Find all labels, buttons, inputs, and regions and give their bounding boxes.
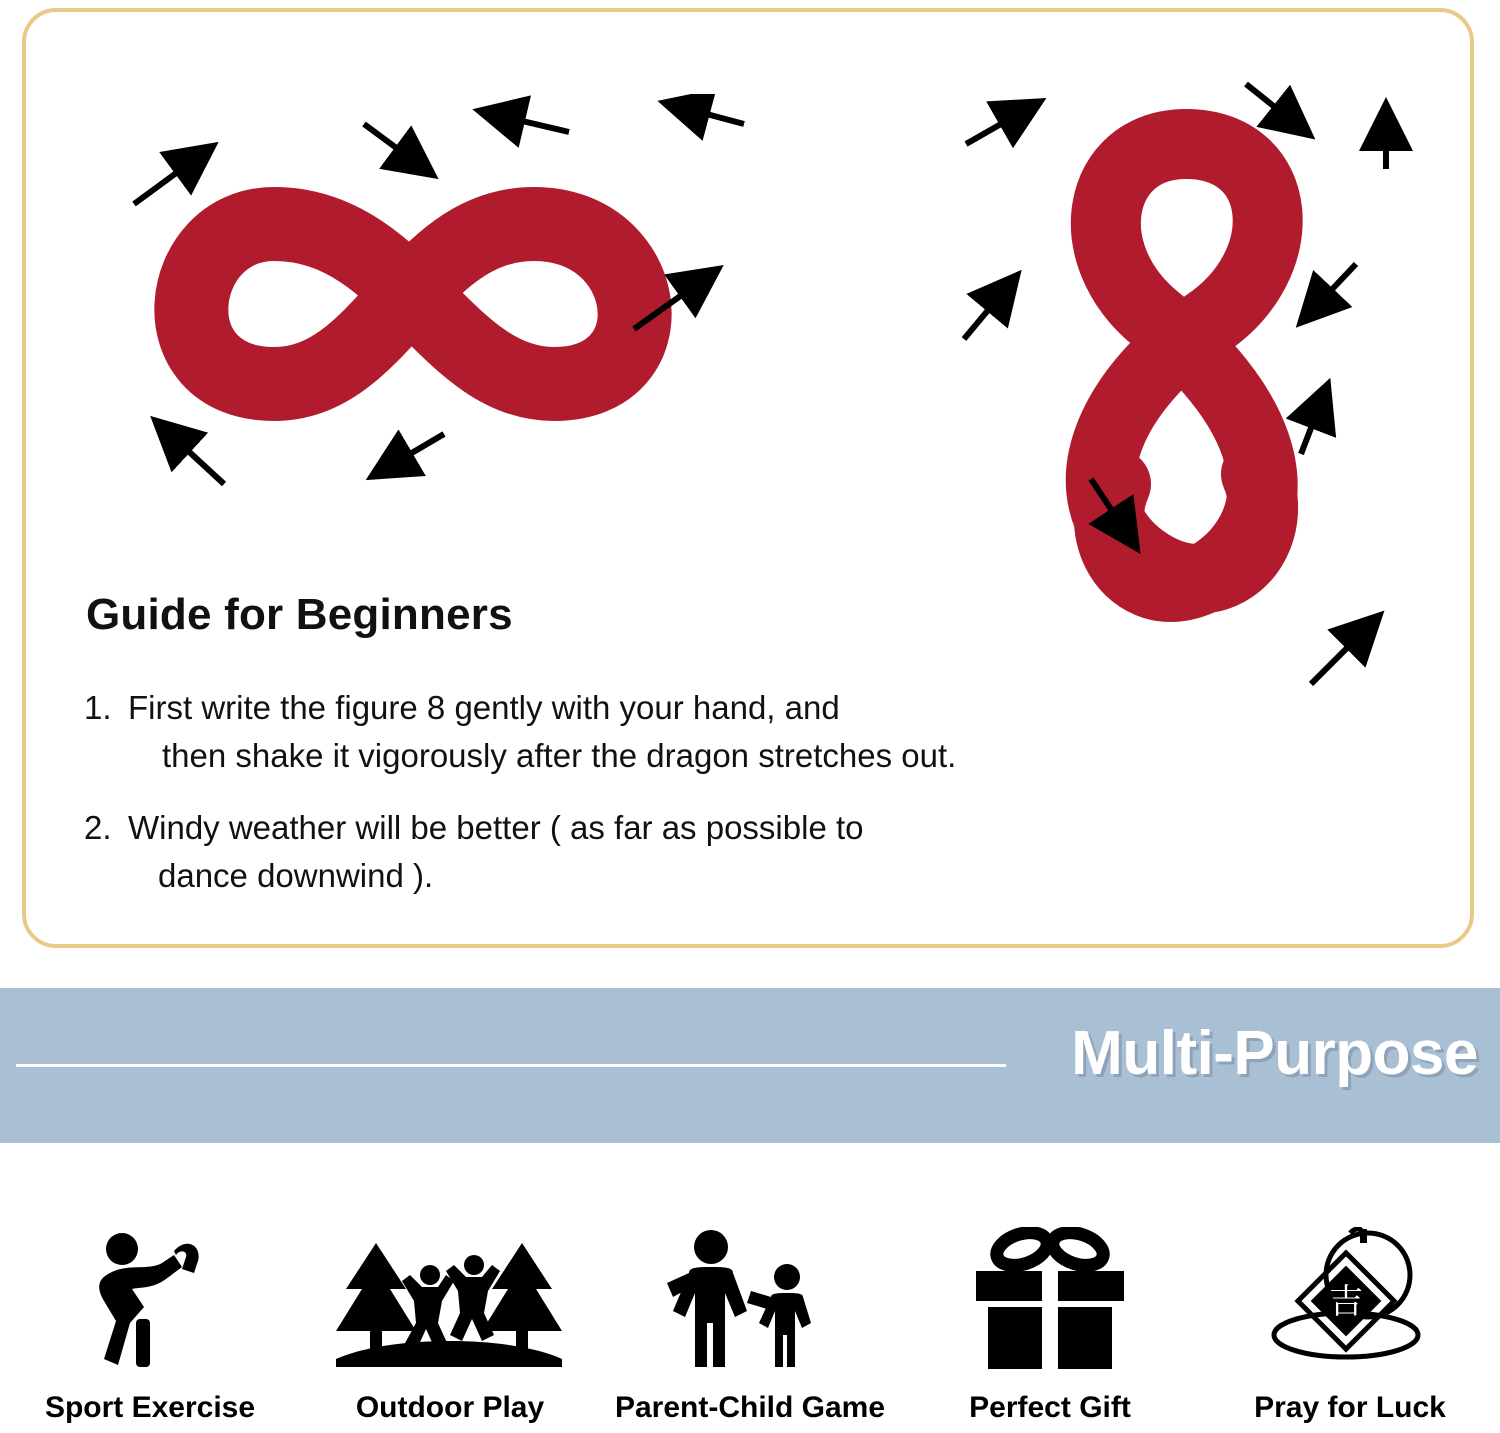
feature-label: Perfect Gift: [969, 1391, 1131, 1424]
feature-label: Pray for Luck: [1254, 1391, 1446, 1424]
feature-row: [0, 1185, 1500, 1425]
guide-title: Guide for Beginners: [86, 590, 513, 639]
outdoor-play-icon: [330, 1217, 570, 1377]
feature-label: Parent-Child Game: [614, 1391, 886, 1424]
feature-item-outdoor-play: [300, 1185, 600, 1425]
feature-label: Sport Exercise: [44, 1391, 256, 1424]
guide-card: [22, 8, 1474, 948]
pray-for-luck-icon: [1250, 1217, 1450, 1377]
banner-title: Multi-Purpose: [1071, 1019, 1478, 1088]
list-item-line-2: then shake it vigorously after the dragon stretches out.: [162, 736, 957, 774]
guide-instruction-list: [84, 684, 1044, 923]
svg-text:吉: 吉: [1329, 1282, 1363, 1322]
list-item-line-2: dance downwind ).: [158, 856, 434, 894]
banner-divider: [16, 1064, 1006, 1067]
horizontal-figure-eight-diagram: [114, 94, 774, 514]
list-item-number: 1.: [84, 689, 112, 726]
list-item: [84, 804, 1044, 900]
list-item-text: [128, 804, 1044, 900]
list-item-line-1: Windy weather will be better ( as far as possible to: [128, 808, 864, 846]
parent-child-game-icon: [655, 1217, 845, 1377]
list-item-line-1: First write the figure 8 gently with your hand, and: [128, 689, 840, 726]
sport-exercise-icon: [70, 1217, 230, 1377]
feature-item-parent-child-game: [600, 1185, 900, 1425]
list-item-number: 2.: [84, 808, 112, 846]
list-item-text: [128, 684, 1044, 780]
vertical-figure-eight-diagram: [956, 74, 1426, 734]
feature-item-sport-exercise: [0, 1185, 300, 1425]
feature-item-pray-for-luck: [1200, 1185, 1500, 1425]
feature-label: Outdoor Play: [355, 1391, 545, 1424]
list-item: [84, 684, 1044, 780]
feature-item-perfect-gift: [900, 1185, 1200, 1425]
perfect-gift-icon: [960, 1217, 1140, 1377]
multi-purpose-banner: [0, 988, 1500, 1143]
guide-card-inner: [26, 12, 1470, 944]
